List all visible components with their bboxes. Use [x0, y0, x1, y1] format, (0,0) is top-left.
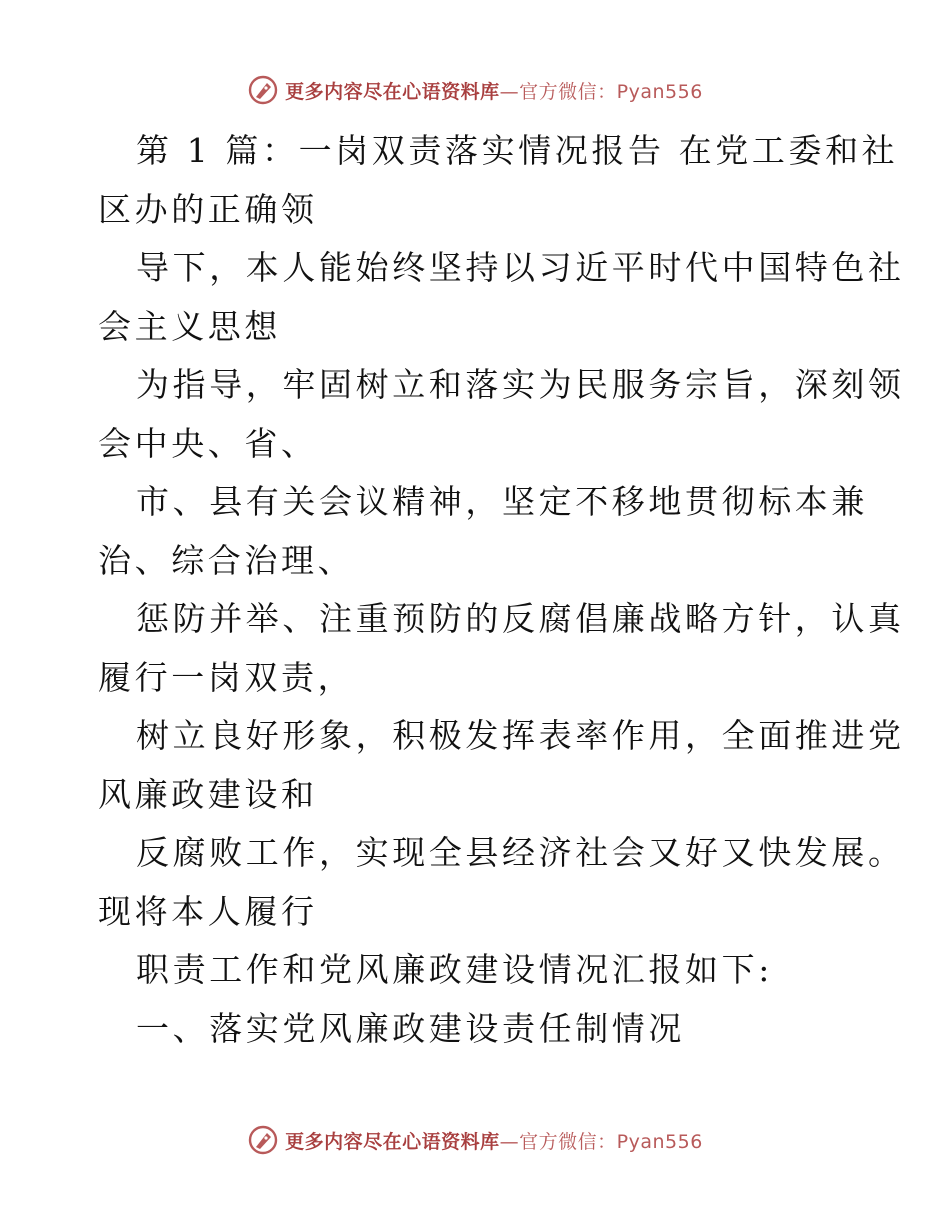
text-line: 导下，本人能始终坚持以习近平时代中国特色社 — [136, 248, 905, 287]
text-line: 会中央、省、 — [98, 423, 318, 463]
text-line: 现将本人履行 — [98, 891, 318, 931]
pen-nib-circle-icon — [247, 1124, 279, 1156]
text-line: 惩防并举、注重预防的反腐倡廉战略方针，认真 — [136, 599, 905, 638]
text-line: 风廉政建设和 — [98, 774, 318, 814]
text-line: 治、综合治理、 — [98, 540, 355, 580]
section-heading: 一、落实党风廉政建设责任制情况 — [136, 1008, 685, 1048]
text-line: 反腐败工作，实现全县经济社会又好又快发展。 — [136, 833, 905, 872]
text-line: 为指导，牢固树立和落实为民服务宗旨，深刻领 — [136, 365, 905, 404]
footer-watermark — [0, 1120, 950, 1160]
text-line: 区办的正确领 — [98, 189, 318, 229]
watermark-text: 更多内容尽在心语资料库—官方微信：Pyan556 — [285, 1130, 703, 1153]
text-line: 职责工作和党风廉政建设情况汇报如下: — [136, 950, 773, 989]
document-body — [98, 122, 905, 1058]
pen-nib-circle-icon — [247, 74, 279, 106]
text-line: 履行一岗双责， — [98, 657, 355, 697]
watermark-text: 更多内容尽在心语资料库—官方微信：Pyan556 — [285, 80, 703, 103]
header-watermark — [0, 70, 950, 110]
text-line: 会主义思想 — [98, 306, 281, 346]
text-line: 第 1 篇：一岗双责落实情况报告 在党工委和社 — [136, 131, 899, 170]
text-line: 市、县有关会议精神，坚定不移地贯彻标本兼 — [136, 482, 868, 521]
text-line: 树立良好形象，积极发挥表率作用，全面推进党 — [136, 716, 905, 755]
